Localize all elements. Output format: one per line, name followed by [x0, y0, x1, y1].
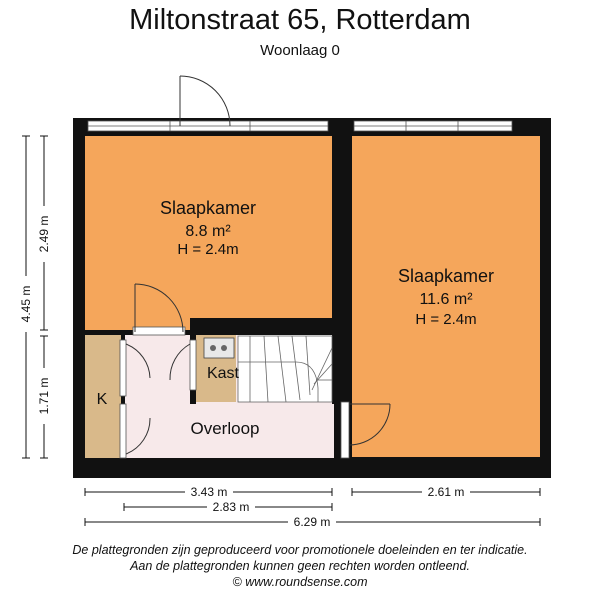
bedroom-left-area: 8.8 m² [185, 223, 231, 240]
dim-left-upper: 2.49 m [37, 215, 51, 253]
page-title: Miltonstraat 65, Rotterdam [129, 4, 471, 36]
kast-unit [204, 338, 234, 358]
floor-level: Woonlaag 0 [260, 42, 340, 59]
windows-top-left [88, 121, 328, 131]
dim-bottom-total: 6.29 m [293, 515, 331, 529]
dim-left-lower: 1.71 m [37, 377, 51, 415]
bedroom-right-area: 11.6 m² [419, 291, 473, 308]
bedroom-right-name: Slaapkamer [397, 266, 495, 286]
windows-top-right [354, 121, 512, 131]
copyright-link[interactable]: © www.roundsense.com [232, 575, 368, 589]
staircase [238, 336, 332, 402]
k-label: K [96, 391, 108, 408]
stair-wall-right [332, 318, 352, 404]
bedroom-right-height: H = 2.4m [415, 311, 477, 328]
disclaimer-line-2: Aan de plattegronden kunnen geen rechten worden ontleend. [130, 559, 470, 573]
dim-bottom-1: 3.43 m [190, 485, 228, 499]
kast-wall-top [190, 318, 334, 334]
dim-bottom-2: 2.61 m [427, 485, 465, 499]
disclaimer-line-1: De plattegronden zijn geproduceerd voor promotionele doeleinden en ter indicatie. [72, 543, 528, 557]
overloop-label: Overloop [190, 419, 260, 438]
dim-bottom-3: 2.83 m [212, 500, 250, 514]
bedroom-left-name: Slaapkamer [159, 198, 257, 218]
bedroom-left-height: H = 2.4m [177, 241, 239, 258]
disclaimer [0, 542, 600, 590]
kast-label: Kast [206, 365, 240, 382]
dim-left-total: 4.45 m [19, 285, 33, 323]
